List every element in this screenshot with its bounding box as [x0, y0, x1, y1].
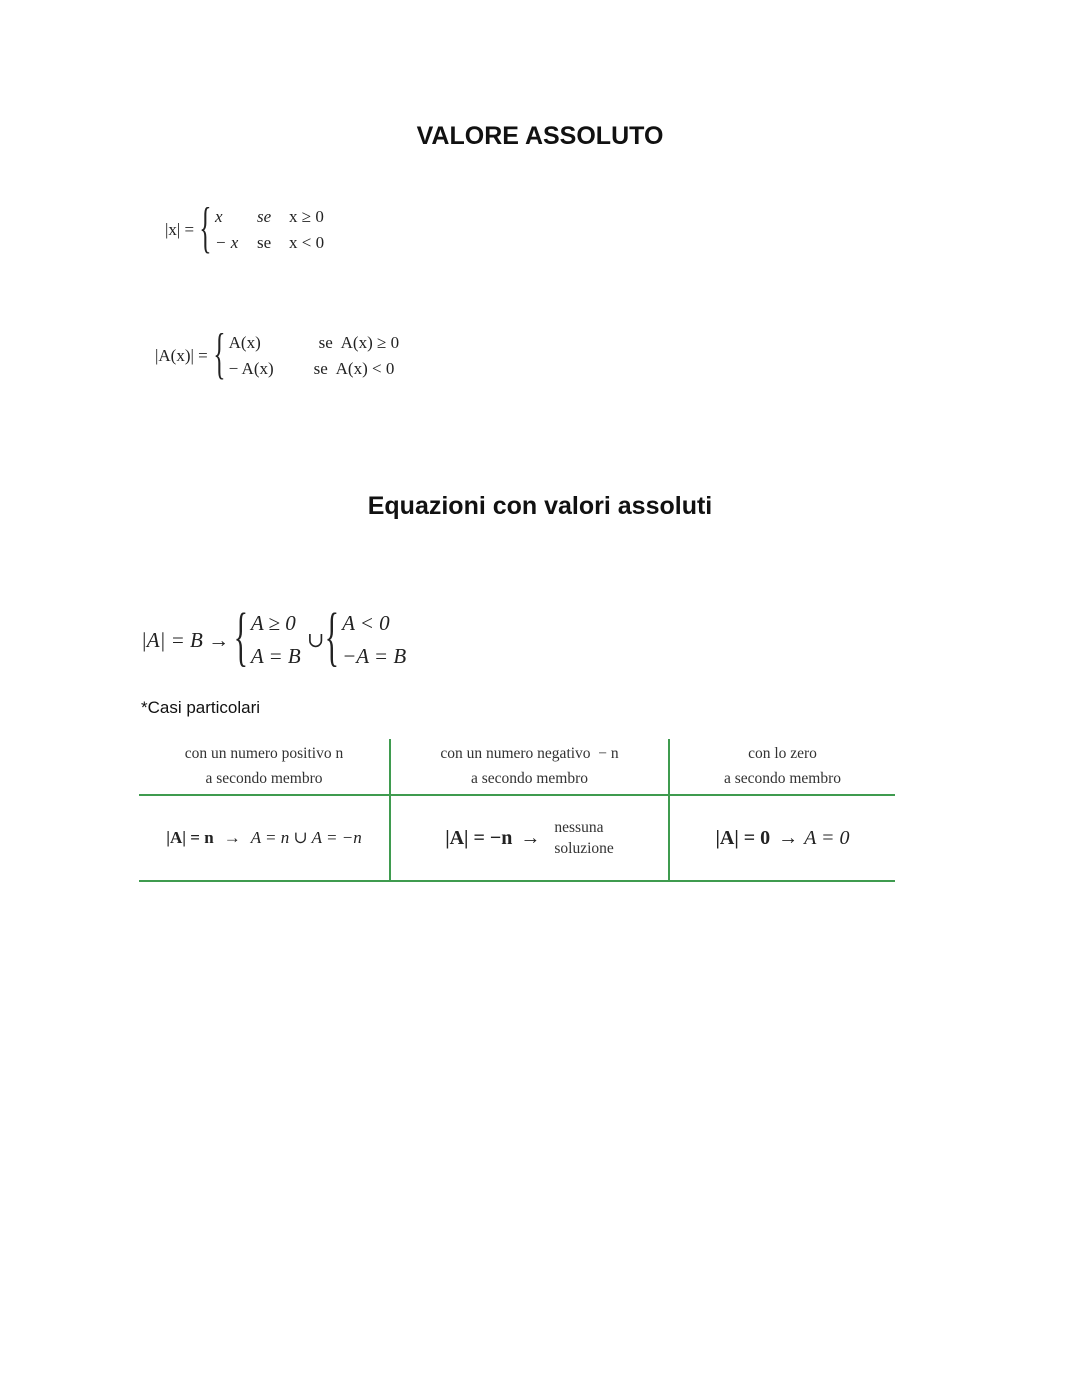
header-line: con un numero negativo − n	[440, 745, 619, 762]
case-zero-equation: |A| = 0	[715, 826, 771, 849]
table-header-cell	[670, 741, 895, 791]
case-positive-equation: |A| = n	[166, 828, 214, 847]
formula3-sys2-row2: −A = B	[342, 644, 407, 668]
formula2-case1-value: A(x)	[228, 333, 261, 352]
header-line: a secondo membro	[470, 770, 589, 787]
formula2-cases	[229, 333, 399, 379]
formula3-lhs: |A| = B →	[141, 627, 230, 652]
absolute-value-equation-rule	[141, 600, 407, 676]
formula3-sys1-row2: A = B	[250, 644, 301, 668]
table-body-cell	[139, 796, 389, 880]
special-cases-table	[139, 739, 895, 882]
table-header-cell	[391, 741, 668, 791]
formula3-sys2-row1: A < 0	[342, 611, 390, 635]
absolute-value-definition	[165, 197, 325, 260]
formula1-case2-value: − x	[215, 233, 239, 252]
formula2-lhs: |A(x)| =	[155, 346, 208, 365]
arrow: →	[778, 826, 799, 849]
case-positive-result: A = n ∪ A = −n	[250, 828, 362, 847]
formula2-case1-cond: A(x) ≥ 0	[340, 333, 400, 352]
formula3-system-1	[251, 611, 301, 669]
formula1-cases	[215, 207, 324, 253]
header-line: con lo zero	[748, 745, 817, 762]
formula1-case1-cond-word: se	[257, 207, 272, 226]
result-line: nessuna	[554, 819, 604, 836]
table-bottom-border	[139, 880, 895, 882]
result-line: soluzione	[554, 840, 614, 857]
left-brace: {	[325, 600, 340, 673]
header-line: a secondo membro	[723, 770, 842, 787]
formula3-system-2	[342, 611, 406, 669]
formula1-case2-cond: x < 0	[289, 233, 325, 252]
special-cases-note: *Casi particolari	[141, 698, 261, 717]
formula2-case1-cond-word: se	[318, 333, 333, 352]
formula1-case2-cond-word: se	[257, 233, 272, 252]
page-title: VALORE ASSOLUTO	[416, 122, 664, 150]
case-negative-result	[554, 817, 613, 859]
formula1-case1-value: x	[215, 207, 223, 226]
header-line: con un numero positivo n	[184, 745, 344, 762]
table-header-cell	[139, 741, 389, 791]
formula1-lhs: |x| =	[165, 220, 195, 239]
left-brace: {	[213, 323, 226, 385]
left-brace: {	[199, 197, 212, 259]
case-zero-result: A = 0	[804, 826, 850, 849]
section-title: Equazioni con valori assoluti	[367, 492, 713, 520]
left-brace: {	[233, 600, 249, 673]
arrow: →	[223, 828, 241, 847]
case-negative-equation: |A| = −n	[445, 826, 513, 849]
formula2-case2-cond-word: se	[313, 359, 328, 378]
absolute-value-function-definition	[155, 323, 400, 386]
union-symbol: ∪	[306, 627, 325, 652]
arrow: →	[520, 826, 541, 849]
formula2-case2-cond: A(x) < 0	[335, 359, 395, 378]
formula2-case2-value: − A(x)	[228, 359, 274, 378]
table-body-cell	[670, 796, 895, 880]
formula1-case1-cond: x ≥ 0	[289, 207, 324, 226]
formula3-sys1-row1: A ≥ 0	[250, 611, 296, 635]
table-body-cell	[391, 796, 668, 880]
header-line: a secondo membro	[205, 770, 323, 787]
